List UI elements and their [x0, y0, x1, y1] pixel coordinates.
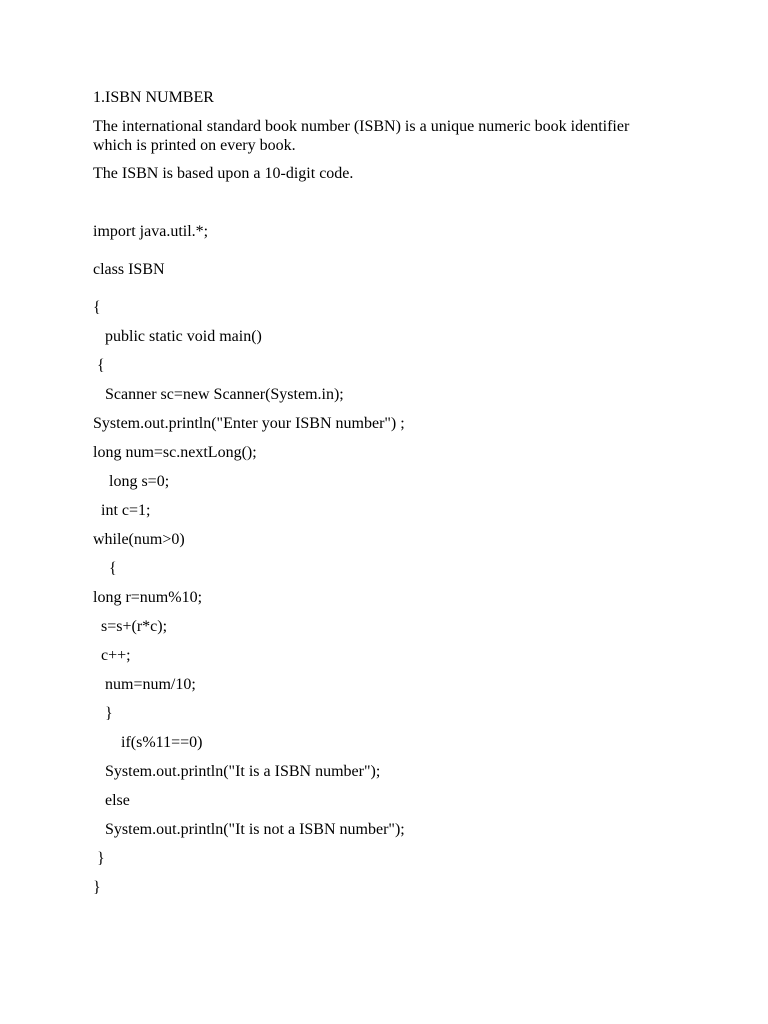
- code-line: s=s+(r*c);: [93, 618, 168, 635]
- code-line: {: [93, 299, 101, 316]
- code-line: num=num/10;: [93, 676, 196, 693]
- code-line: }: [93, 879, 101, 896]
- code-line: }: [93, 705, 113, 722]
- code-line: long num=sc.nextLong();: [93, 444, 257, 461]
- code-line: {: [93, 560, 117, 577]
- code-line: class ISBN: [93, 261, 165, 278]
- code-line: System.out.println("Enter your ISBN number") ;: [93, 415, 405, 432]
- code-line: int c=1;: [93, 502, 151, 519]
- code-line: System.out.println("It is a ISBN number");: [93, 763, 381, 780]
- code-line: while(num>0): [93, 531, 185, 548]
- code-line: else: [93, 792, 130, 809]
- document-heading: 1.ISBN NUMBER: [93, 89, 214, 106]
- code-line: c++;: [93, 647, 131, 664]
- code-line: {: [93, 357, 105, 374]
- code-line: long s=0;: [93, 473, 170, 490]
- intro-paragraph-1: The international standard book number (ISBN) is a unique numeric book identifier which is printed on every book.: [93, 118, 630, 154]
- code-line: }: [93, 850, 105, 867]
- code-line: if(s%11==0): [93, 734, 203, 751]
- code-line: Scanner sc=new Scanner(System.in);: [93, 386, 344, 403]
- intro-paragraph-2: The ISBN is based upon a 10-digit code.: [93, 165, 354, 182]
- code-line: long r=num%10;: [93, 589, 203, 606]
- code-line: import java.util.*;: [93, 223, 209, 240]
- code-line: public static void main(): [93, 328, 262, 345]
- code-line: System.out.println("It is not a ISBN number");: [93, 821, 405, 838]
